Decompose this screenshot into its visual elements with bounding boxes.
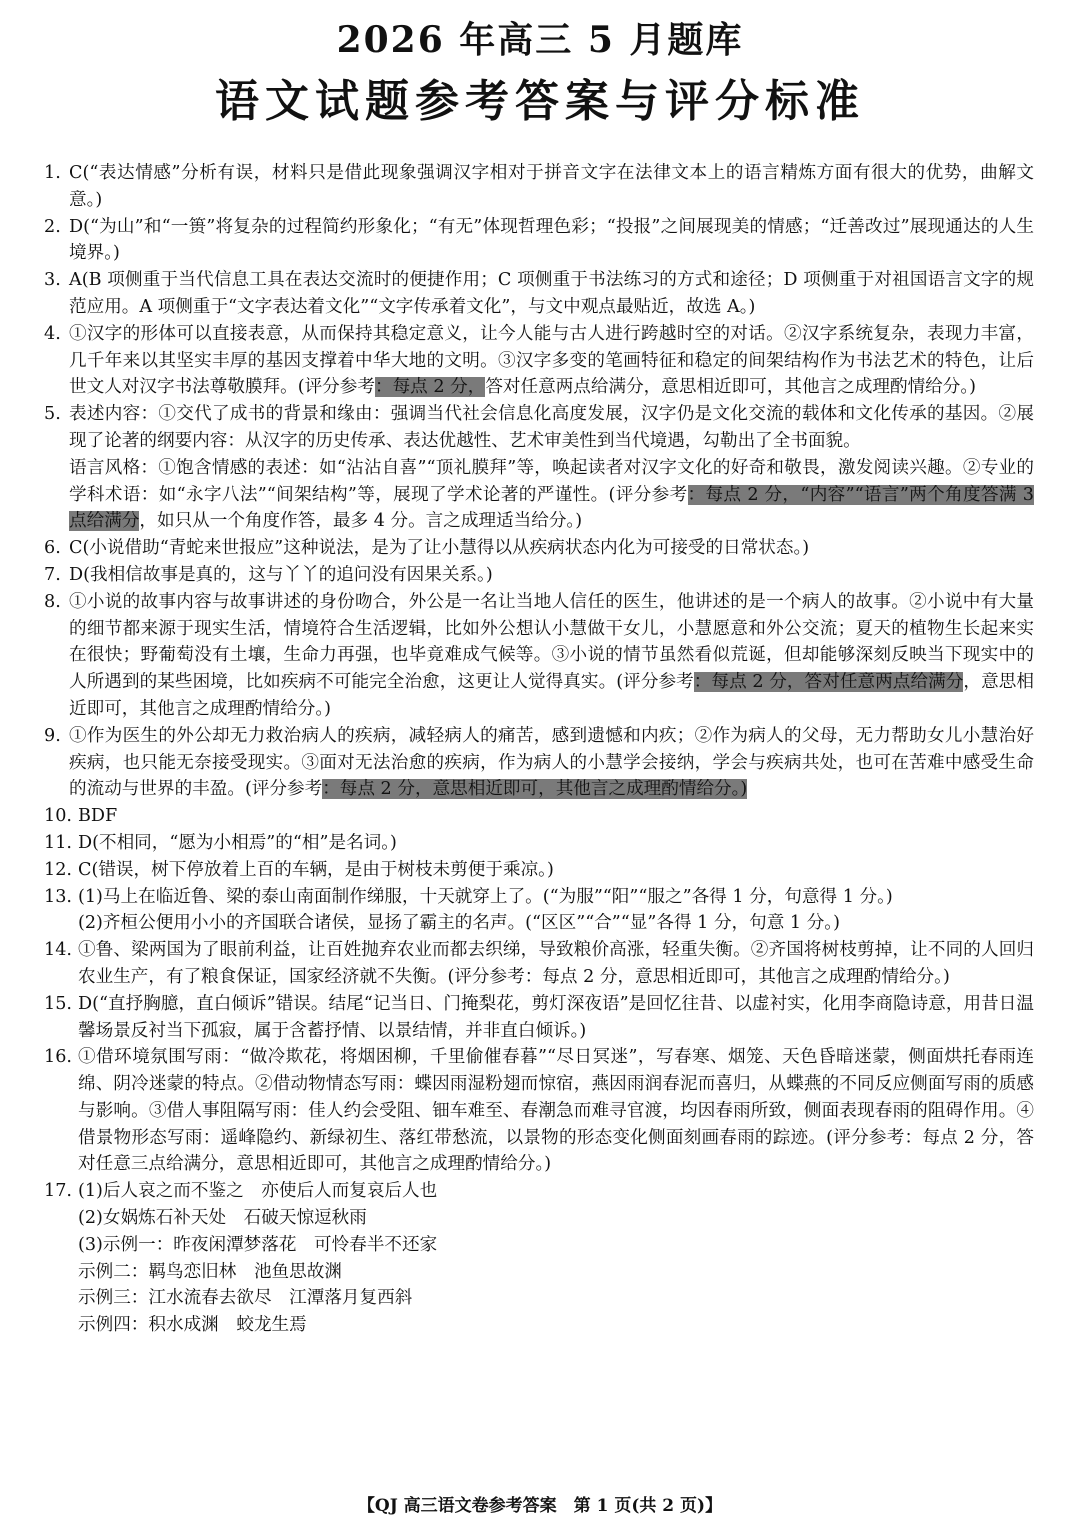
answer-item — [44, 160, 1034, 214]
answer-text — [69, 160, 1034, 214]
answer-text — [69, 535, 1034, 562]
answer-text-segment: ①小说的故事内容与故事讲述的身份吻合，外公是一名让当地人信任的医生，他讲述的是一个病人的故事。②小说中有大量的细节都来源于现实生活，情境符合生活逻辑，比如外公想认小慧做干女儿，小慧愿意和外公交流；夏天的植物生长起来实在很快；野葡萄没有土壤，生命力再强，也毕竟难成气候等。③小说的情节虽然看似荒诞，但却能够深刻反映当下现实中的人所遇到的某些困境，比如疾病不可能完全治愈，这更让人觉得真实。(评分参考 — [69, 591, 1034, 693]
highlighted-scoring-note: ：每点 2 分，“内容”“语言”两个角度答满 3 点给满分 — [69, 484, 1034, 532]
answer-number: 12. — [44, 859, 72, 880]
answer-paragraph — [69, 160, 1034, 214]
answer-number: 16. — [44, 1047, 72, 1068]
answer-text-segment: (3)示例一：昨夜闲潭梦落花 可怜春半不还家 — [78, 1234, 438, 1255]
answer-item — [44, 803, 1034, 830]
answer-text — [78, 991, 1034, 1045]
answer-item — [44, 214, 1034, 268]
answer-number: 1. — [44, 163, 61, 183]
answer-text — [69, 723, 1034, 803]
answer-text-segment: ①借环境氛围写雨：“做冷欺花，将烟困柳，千里偷催春暮”“尽日冥迷”，写春寒、烟笼、天色昏暗迷蒙，侧面烘托春雨连绵、阴冷迷蒙的特点。②借动物情态写雨：蝶因雨湿粉翅而惊宿，燕因雨润春泥而喜归，从蝶燕的不同反应侧面写雨的质感与影响。③借人事阻隔写雨：佳人约会受阻、钿车难至、春潮急而难寻官渡，均因春雨所致，侧面表现春雨的阻碍作用。④借景物形态写雨：遥峰隐约、新绿初生、落红带愁流，以景物的形态变化侧面刻画春雨的踪迹。(评分参考：每点 2 分，答对任意三点给满分，意思相近即可，其他言之成理酌情给分。) — [78, 1047, 1034, 1175]
answer-text-segment: 示例二：羁鸟恋旧林 池鱼思故渊 — [78, 1261, 342, 1282]
answer-number: 8. — [44, 591, 61, 612]
answer-text — [69, 214, 1034, 268]
answer-text-segment: 语言风格：①饱含情感的表述：如“沾沾自喜”“顶礼膜拜”等，唤起读者对汉字文化的好奇和敬畏，激发阅读兴趣。②专业的学科术语：如“永字八法”“间架结构”等，展现了学术论著的严谨性。(评分参考 — [69, 457, 1034, 505]
answer-item — [44, 321, 1034, 401]
answer-number: 4. — [44, 323, 61, 344]
answer-text-segment: ①汉字的形体可以直接表意，从而保持其稳定意义，让今人能与古人进行跨越时空的对话。②汉字系统复杂，表现力丰富，几千年来以其坚实丰厚的基因支撑着中华大地的文明。③汉字多变的笔画特征和稳定的间架结构作为书法艺术的特色，让后世文人对汉字书法尊敬膜拜。(评分参考 — [69, 323, 1034, 398]
answer-number: 6. — [44, 538, 61, 559]
answer-item — [44, 937, 1034, 991]
answer-item — [44, 1044, 1034, 1178]
answer-text-segment: ，如只从一个角度作答，最多 4 分。言之成理适当给分。) — [139, 511, 583, 532]
exam-bank-title: 2026 年高三 5 月题库 — [336, 19, 744, 61]
answer-paragraph — [69, 589, 1034, 723]
answer-item — [44, 830, 1034, 857]
answer-item — [44, 589, 1034, 723]
answer-paragraph — [78, 857, 1034, 884]
answer-text-segment: D(“为山”和“一篑”将复杂的过程简约形象化；“有无”体现哲理色彩；“投报”之间展现美的情感；“迁善改过”展现通达的人生境界。) — [69, 216, 1034, 264]
answer-paragraph — [78, 1205, 1034, 1232]
answer-text — [78, 1044, 1034, 1178]
answer-text-segment: 示例四：积水成渊 蛟龙生焉 — [78, 1315, 307, 1336]
answer-text — [69, 321, 1034, 401]
answer-number: 5. — [44, 404, 61, 425]
highlighted-scoring-note: ：每点 2 分，答对任意两点给满分 — [693, 672, 964, 693]
answer-text-segment: D(“直抒胸臆，直白倾诉”错误。结尾“记当日、门掩梨花，剪灯深夜语”是回忆往昔、以虚衬实，化用李商隐诗意，用昔日温馨场景反衬当下孤寂，属于含蓄抒情、以景结情，并非直白倾诉。) — [78, 993, 1034, 1041]
answer-text-segment: BDF — [78, 806, 118, 827]
answer-text — [78, 937, 1034, 991]
answer-paragraph — [69, 455, 1034, 535]
answer-text-segment: (2)女娲炼石补天处 石破天惊逗秋雨 — [78, 1208, 367, 1229]
answer-paragraph — [78, 1312, 1034, 1339]
page-title: 语文试题参考答案与评分标准 — [215, 76, 865, 127]
answer-paragraph — [78, 884, 1034, 911]
answer-text-segment: 示例三：江水流春去欲尽 江潭落月复西斜 — [78, 1288, 413, 1309]
answer-paragraph — [69, 535, 1034, 562]
answer-paragraph — [78, 1178, 1034, 1205]
answer-number: 15. — [44, 993, 72, 1014]
answer-paragraph — [78, 803, 1034, 830]
answer-item — [44, 857, 1034, 884]
answer-text — [78, 857, 1034, 884]
answer-text — [78, 884, 1034, 938]
answer-item — [44, 884, 1034, 938]
answer-number: 7. — [44, 564, 61, 585]
answer-text-segment: ①鲁、梁两国为了眼前利益，让百姓抛弃农业而都去织绨，导致粮价高涨，轻重失衡。②齐国将树枝剪掉，让不同的人回归农业生产，有了粮食保证，国家经济就不失衡。(评分参考：每点 2 分，意思相近即可，其他言之成理酌情给分。) — [78, 940, 1034, 987]
answer-paragraph — [78, 1285, 1034, 1312]
answer-list — [44, 160, 1034, 1339]
answer-paragraph — [69, 562, 1034, 589]
answer-text-segment: C(小说借助“青蛇来世报应”这种说法，是为了让小慧得以从疾病状态内化为可接受的日常状态。) — [69, 538, 810, 559]
answer-text — [69, 401, 1034, 535]
answer-paragraph — [69, 267, 1034, 321]
answer-number: 14. — [44, 940, 72, 961]
answer-item — [44, 723, 1034, 803]
answer-text-segment: D(我相信故事是真的，这与丫丫的追问没有因果关系。) — [69, 564, 493, 585]
answer-number: 13. — [44, 886, 72, 907]
answer-paragraph — [69, 214, 1034, 268]
answer-text-segment: (2)齐桓公便用小小的齐国联合诸侯，显扬了霸主的名声。(“区区”“合”“显”各得 1 分，句意 1 分。) — [78, 913, 840, 934]
answer-paragraph — [69, 401, 1034, 455]
answer-paragraph — [69, 321, 1034, 401]
highlighted-scoring-note: ：每点 2 分，意思相近即可，其他言之成理酌情给分。) — [322, 779, 748, 800]
answer-paragraph — [78, 937, 1034, 991]
answer-text-segment: C(“表达情感”分析有误，材料只是借此现象强调汉字相对于拼音文字在法律文本上的语言精炼方面有很大的优势，曲解文意。) — [69, 163, 1034, 210]
highlighted-scoring-note: ：每点 2 分， — [374, 377, 486, 398]
answer-text-segment: ①作为医生的外公却无力救治病人的疾病，减轻病人的痛苦，感到遗憾和内疚；②作为病人的父母，无力帮助女儿小慧治好疾病，也只能无奈接受现实。③面对无法治愈的疾病，作为病人的小慧学会接纳，学会与疾病共处，也可在苦难中感受生命的流动与世界的丰盈。(评分参考 — [69, 725, 1034, 800]
answer-item — [44, 535, 1034, 562]
answer-text-segment: D(不相同，“愿为小相焉”的“相”是名词。) — [78, 832, 397, 853]
answer-paragraph — [78, 910, 1034, 937]
answer-text-segment: A(B 项侧重于当代信息工具在表达交流时的便捷作用；C 项侧重于书法练习的方式和途径；D 项侧重于对祖国语言文字的规范应用。A 项侧重于“文字表达着文化”“文字传承着文化”，与文中观点最贴近，故选 A。) — [69, 270, 1034, 317]
answer-paragraph — [78, 830, 1034, 857]
answer-item — [44, 562, 1034, 589]
answer-text-segment: 表述内容：①交代了成书的背景和缘由：强调当代社会信息化高度发展，汉字仍是文化交流的载体和文化传承的基因。②展现了论著的纲要内容：从汉字的历史传承、表达优越性、艺术审美性到当代境遇，勾勒出了全书面貌。 — [69, 404, 1034, 451]
answer-item — [44, 401, 1034, 535]
answer-text — [69, 589, 1034, 723]
answer-text-segment: ，意思相近即可，其他言之成理酌情给分。) — [69, 672, 1034, 719]
answer-number: 11. — [44, 832, 72, 853]
answer-text — [78, 1178, 1034, 1339]
answer-text-segment: (1)后人哀之而不鉴之 亦使后人而复哀后人也 — [78, 1181, 438, 1202]
answer-item — [44, 1178, 1034, 1339]
answer-number: 17. — [44, 1181, 72, 1202]
answer-text-segment: C(错误，树下停放着上百的车辆，是由于树枝未剪便于乘凉。) — [78, 859, 554, 880]
answer-text-segment: 答对任意两点给满分，意思相近即可，其他言之成理酌情给分。) — [485, 377, 977, 398]
answer-number: 2. — [44, 216, 61, 237]
answer-text — [69, 562, 1034, 589]
answer-text — [78, 803, 1034, 830]
answer-number: 3. — [44, 270, 61, 291]
answer-text-segment: (1)马上在临近鲁、梁的泰山南面制作绨服，十天就穿上了。(“为服”“阳”“服之”各得 1 分，句意得 1 分。) — [78, 886, 893, 907]
answer-text — [78, 830, 1034, 857]
answer-paragraph — [69, 723, 1034, 803]
answer-number: 9. — [44, 725, 61, 746]
answer-paragraph — [78, 1259, 1034, 1286]
answer-item — [44, 267, 1034, 321]
page-footer: 【QJ 高三语文卷参考答案 第 1 页(共 2 页)】 — [357, 1496, 723, 1516]
answer-paragraph — [78, 1044, 1034, 1178]
answer-paragraph — [78, 1232, 1034, 1259]
answer-paragraph — [78, 991, 1034, 1045]
answer-text — [69, 267, 1034, 321]
answer-number: 10. — [44, 806, 72, 827]
answer-item — [44, 991, 1034, 1045]
